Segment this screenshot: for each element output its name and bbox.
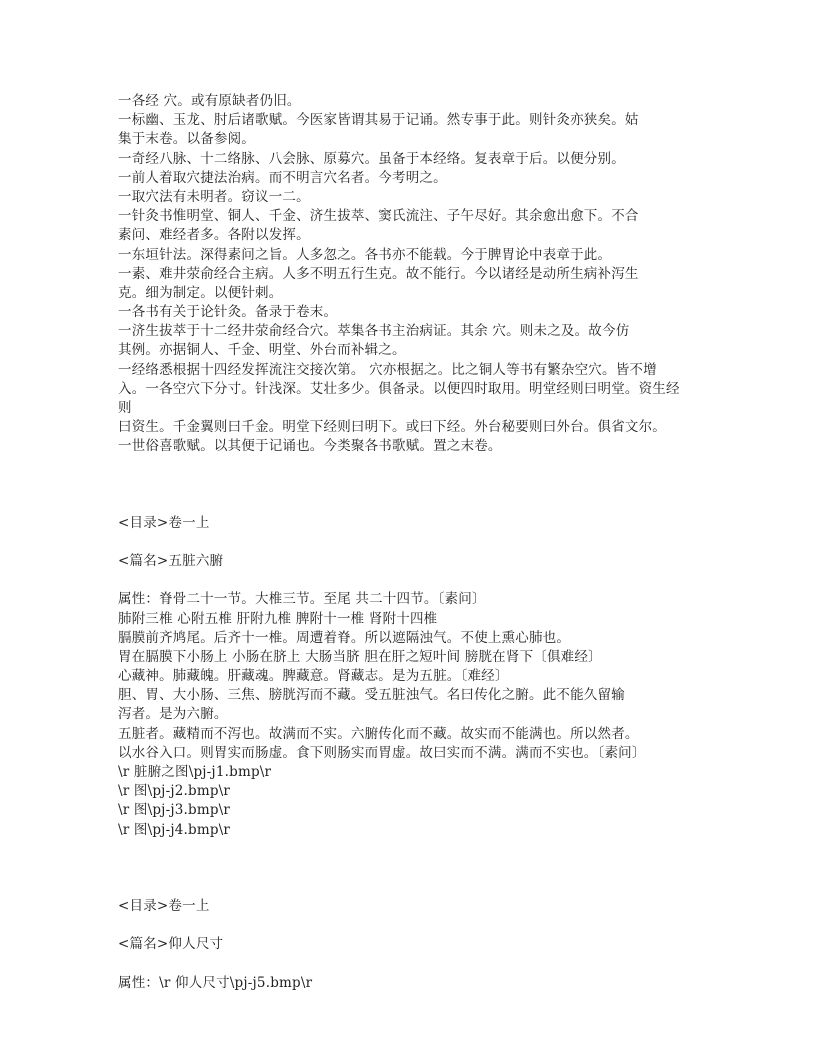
catalog-heading: <目录>卷一上 xyxy=(118,897,210,914)
spacer xyxy=(118,571,718,590)
text-line: 胆、胃、大小肠、三焦、膀胱泻而不藏。受五脏浊气。名曰传化之腑。此不能久留输 xyxy=(118,687,625,704)
spacer xyxy=(118,954,718,973)
spacer xyxy=(118,916,718,935)
text-line: 一世俗喜歌赋。以其便于记诵也。今类聚各书歌赋。置之末卷。 xyxy=(118,438,502,455)
text-line: 膈膜前齐鸠尾。后齐十一椎。周遭着脊。所以遮隔浊气。不使上熏心肺也。 xyxy=(118,629,571,646)
text-line: 入。一各空穴下分寸。针浅深。艾壮多少。俱备录。以便四时取用。明堂经则曰明堂。资生经 xyxy=(118,380,680,397)
text-line: 心藏神。肺藏魄。肝藏魂。脾藏意。肾藏志。是为五脏。〔难经〕 xyxy=(118,668,509,685)
image-reference: \r 图\pj-j3.bmp\r xyxy=(118,802,231,819)
chapter-title: <篇名>仰人尺寸 xyxy=(118,936,224,953)
image-reference: \r 脏腑之图\pj-j1.bmp\r xyxy=(118,764,272,780)
image-reference: 属性：\r 仰人尺寸\pj-j5.bmp\r xyxy=(118,974,313,991)
text-line: 其例。亦据铜人、千金、明堂、外台而补辑之。 xyxy=(118,342,406,359)
text-line: 一济生拔萃于十二经井荥俞经合穴。萃集各书主治病证。其余 穴。则未之及。故今仿 xyxy=(118,323,630,340)
text-line: 属性：脊骨二十一节。大椎三节。至尾 共二十四节。〔素问〕 xyxy=(118,591,486,608)
text-line: 克。细为制定。以便针刺。 xyxy=(118,284,283,301)
image-reference: \r 图\pj-j4.bmp\r xyxy=(118,821,231,838)
text-line: 以水谷入口。则胃实而肠虚。食下则肠实而胃虚。故曰实而不满。满而不实也。〔素问〕 xyxy=(118,744,646,761)
text-line: 肺附三椎 心附五椎 肝附九椎 脾附十一椎 肾附十四椎 xyxy=(118,610,438,627)
text-line: 素问、难经者多。各附以发挥。 xyxy=(118,227,310,244)
text-line: 一奇经八脉、十二络脉、八会脉、原募穴。虽备于本经络。复表章于后。以便分别。 xyxy=(118,150,625,167)
document-page xyxy=(118,92,718,993)
text-line: 一各书有关于论针灸。备录于卷末。 xyxy=(118,304,338,321)
section-wuzang-liufu xyxy=(118,514,718,840)
chapter-title: <篇名>五脏六腑 xyxy=(118,552,224,569)
text-line: 一标幽、玉龙、肘后诸歌赋。今医家皆谓其易于记诵。然专事于此。则针灸亦狭矣。姑 xyxy=(118,112,639,129)
text-line: 五脏者。藏精而不泻也。故满而不实。六腑传化而不藏。故实而不能满也。所以然者。 xyxy=(118,725,639,742)
text-line: 一各经 穴。或有原缺者仍旧。 xyxy=(118,93,301,109)
text-line: 集于末卷。以备参阅。 xyxy=(118,131,255,148)
catalog-heading: <目录>卷一上 xyxy=(118,514,210,531)
text-line: 则 xyxy=(118,400,132,416)
image-reference: \r 图\pj-j2.bmp\r xyxy=(118,783,231,800)
spacer xyxy=(118,533,718,552)
text-line: 曰资生。千金翼则曰千金。明堂下经则曰明下。或曰下经。外台秘要则曰外台。俱省文尔。 xyxy=(118,419,666,436)
section-yangren-chicun xyxy=(118,897,718,993)
text-line: 一针灸书惟明堂、铜人、千金、济生拔萃、窦氏流注、子午尽好。其余愈出愈下。不合 xyxy=(118,208,639,225)
text-line: 一东垣针法。深得素问之旨。人多忽之。各书亦不能载。今于脾胃论中表章于此。 xyxy=(118,246,612,263)
text-line: 一素、难井荥俞经合主病。人多不明五行生克。故不能行。今以诸经是动所生病补泻生 xyxy=(118,265,639,282)
text-line: 一取穴法有未明者。窃议一二。 xyxy=(118,188,310,205)
text-line: 胃在膈膜下小肠上 小肠在脐上 大肠当脐 胆在肝之短叶间 膀胱在肾下〔俱难经〕 xyxy=(118,648,602,665)
preface-notes xyxy=(118,92,718,457)
spacer xyxy=(118,457,718,514)
spacer xyxy=(118,840,718,897)
text-line: 一前人着取穴捷法治病。而不明言穴名者。今考明之。 xyxy=(118,169,447,186)
text-line: 一经络悉根据十四经发挥流注交接次第。 穴亦根据之。比之铜人等书有繁杂空穴。皆不增 xyxy=(118,361,657,378)
text-line: 泻者。是为六腑。 xyxy=(118,706,228,723)
